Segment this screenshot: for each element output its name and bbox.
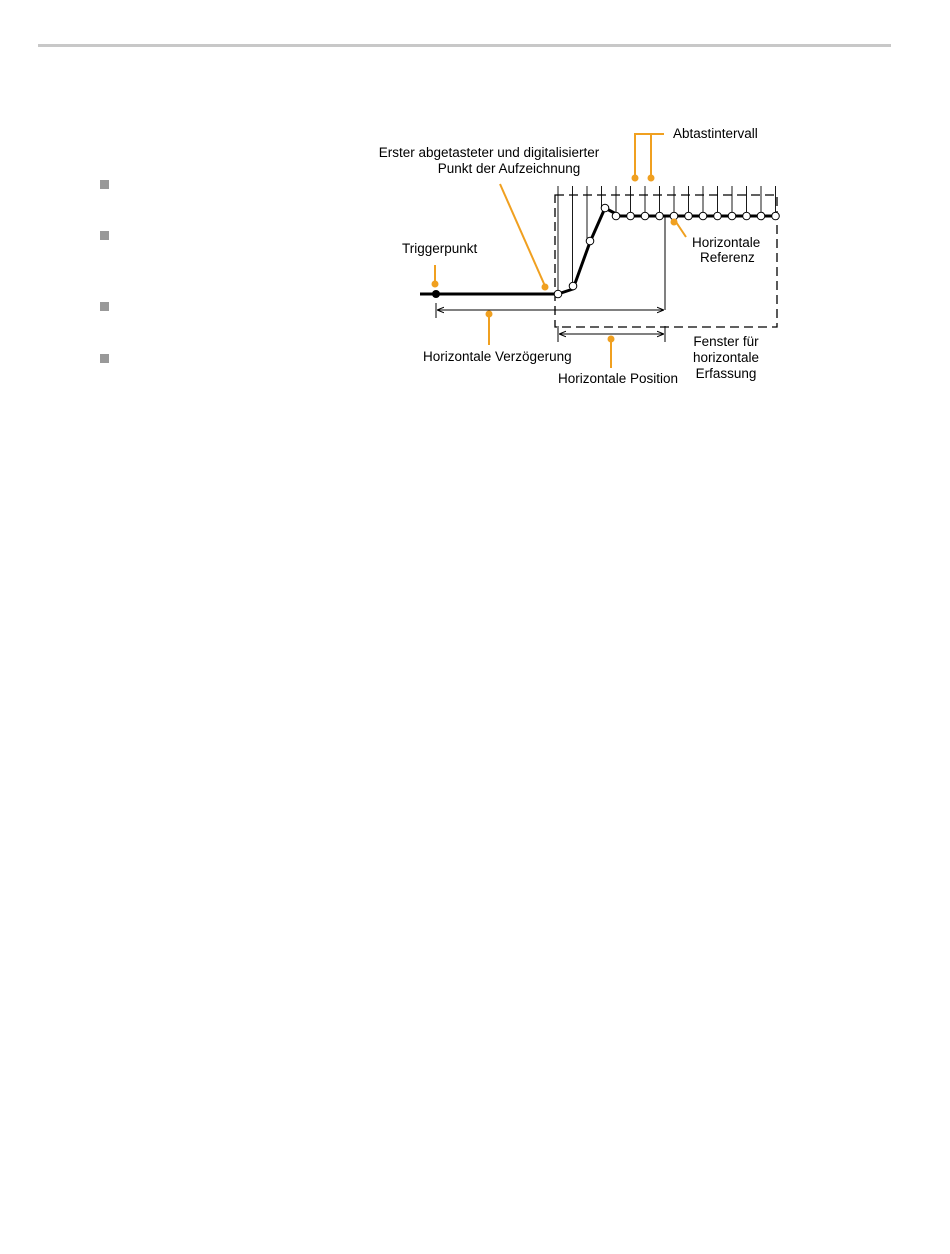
callout-dot <box>671 219 678 226</box>
horizontal-delay-label: Horizontale Verzögerung <box>423 349 572 364</box>
trigger-point-label: Triggerpunkt <box>402 241 478 256</box>
callout-dot <box>632 175 639 182</box>
sample-point <box>757 212 765 220</box>
sample-point <box>699 212 707 220</box>
sample-point <box>656 212 664 220</box>
callout-dot <box>486 311 493 318</box>
sample-point <box>728 212 736 220</box>
sample-point <box>627 212 635 220</box>
horizontal-position-label: Horizontale Position <box>558 371 679 386</box>
sample-point <box>743 212 751 220</box>
sample-point <box>601 204 609 212</box>
callout-dot <box>648 175 655 182</box>
reference-callout <box>676 222 686 237</box>
sample-point <box>685 212 693 220</box>
acquisition-window-label-line2: horizontale <box>692 350 760 365</box>
sample-point <box>569 282 577 290</box>
horizontal-acquisition-diagram <box>0 0 950 400</box>
callout-dot <box>542 284 549 291</box>
horizontal-reference-label-line1: Horizontale <box>692 235 761 250</box>
sample-point <box>586 237 594 245</box>
horizontal-reference-label-line2: Referenz <box>700 250 755 265</box>
first-sample-label-line2: Punkt der Aufzeichnung <box>437 161 581 176</box>
trigger-point-marker <box>432 290 440 298</box>
first-sample-label-line1: Erster abgetasteter und digitalisierter <box>378 145 600 160</box>
sample-interval-label: Abtastintervall <box>673 126 758 141</box>
callout-dot <box>432 281 439 288</box>
sample-point <box>714 212 722 220</box>
sample-point <box>554 290 562 298</box>
callout-dot <box>608 336 615 343</box>
acquisition-window-label-line1: Fenster für <box>693 334 759 349</box>
sample-point <box>772 212 780 220</box>
sample-interval-bracket <box>635 134 651 177</box>
sample-point <box>612 212 620 220</box>
sample-point <box>641 212 649 220</box>
first-sample-callout <box>500 184 545 286</box>
acquisition-window-label-line3: Erfassung <box>695 366 757 381</box>
